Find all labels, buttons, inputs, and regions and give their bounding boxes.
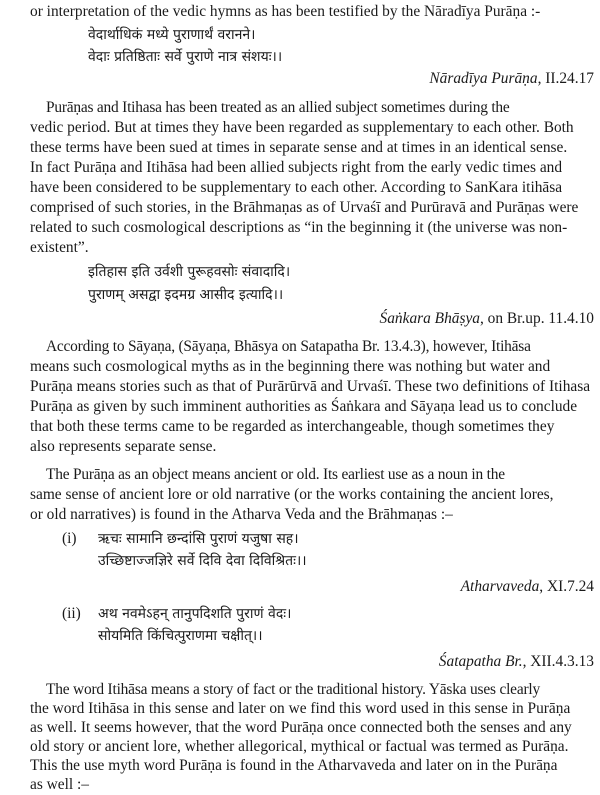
verse3-line1: ऋचः सामानि छन्दांसि पुराणं यजुषा सह। — [98, 531, 299, 547]
citation-4: Śatapatha Br., XII.4.3.13 — [438, 653, 594, 670]
citation-3: Atharvaveda, XI.7.24 — [460, 578, 594, 595]
citation-2: Śaṅkara Bhāṣya, on Br.up. 11.4.10 — [379, 310, 594, 327]
verse4-number: (ii) — [62, 605, 81, 622]
citation-1: Nāradīya Purāṇa, II.24.17 — [429, 70, 594, 87]
verse1-line1: वेदार्थाधिकं मध्ये पुराणार्थं वरानने। — [88, 27, 256, 43]
document-page: or interpretation of the vedic hymns as has been testified by the Nāradīya Purāṇa :- वेदार्थाधिकं मध्ये पुराणार्थं वरानने। वेदाः प्रतिष्ठिताः सर्वे पुराणे नात्र संशयः।। Nāradīya Purāṇa, II.24.17 Purāṇas and Itihasa has been treated as an allied subject sometimes during the vedic period. But at times they have been regarded as supplementary to each other. Both these terms have been sued at times in separate sense and at times in an identical sense. In fact Purāṇa and Itihāsa had been allied subjects right from the early vedic times and have been considered to be supplementary to each other. According to SanKara itihāsa comprised of such stories, in the Brāhmaṇas as of Urvaśī and Purūravā and Purāṇas were related to such cosmological descriptions as “in the beginning it (the universe was non- existent”. इतिहास इति उर्वशी पुरूहवसोः संवादादि। पुराणम् असद्वा इदमग्र आसीद इत्यादि।। Śaṅkara Bhāṣya, on Br.up. 11.4.10 According to Sāyaṇa, (Sāyaṇa, Bhāsya on Satapatha Br. 13.4.3), however, Itihāsa means such cosmological myths as in the beginning there was nothing but water and Purāṇa means stories such as that of Purārūrvā and Urvaśī. These two definitions of Itihasa Purāṇa as given by such imminent authorities as Śaṅkara and Sāyaṇa lead us to conclude that both these terms came to be regarded as interchangeable, though sometimes they also represents separate sense. The Purāṇa as an object means ancient or old. Its earliest use as a noun in the same sense of ancient lore or old narrative (or the works containing the ancient lores, or old narratives) is found in the Atharva Veda and the Brāhmaṇas :– (i) ऋचः सामानि छन्दांसि पुराणं यजुषा सह। उच्छिष्टाज्जज्ञिरे सर्वे दिवि देवा दिविश्रितः।। Atharvaveda, XI.7.24 (ii) अथ नवमेऽहन् तानुपदिशति पुराणं वेदः। सोयमिति किंचित्पुराणमा चक्षीत्।। Śatapatha Br., XII.4.3.13 The word Itihāsa means a story of fact or the traditional history. Yāska uses clearly the word Itihāsa in this sense and later on we find this word used in this sense in Purāṇa as well. It seems however, that the word Purāṇa once connected both the senses and any old story or ancient lore, whether allegorical, mythical or factual was termed as Purāṇa. This the use myth word Purāṇa is found in the Atharvaveda and later on in the Purāṇa as well :– — [0, 0, 600, 794]
verse1-line2: वेदाः प्रतिष्ठिताः सर्वे पुराणे नात्र संशयः।। — [88, 49, 283, 65]
intro-line: or interpretation of the vedic hymns as has been testified by the Nāradīya Purāṇa :- — [30, 3, 541, 20]
verse4-line2: सोयमिति किंचित्पुराणमा चक्षीत्।। — [98, 628, 263, 644]
verse2-line1: इतिहास इति उर्वशी पुरूहवसोः संवादादि। — [88, 264, 291, 280]
verse3-number: (i) — [62, 530, 77, 547]
verse3-line2: उच्छिष्टाज्जज्ञिरे सर्वे दिवि देवा दिविश्रितः।। — [98, 553, 307, 569]
verse4-line1: अथ नवमेऽहन् तानुपदिशति पुराणं वेदः। — [98, 606, 292, 622]
verse2-line2: पुराणम् असद्वा इदमग्र आसीद इत्यादि।। — [88, 287, 284, 303]
